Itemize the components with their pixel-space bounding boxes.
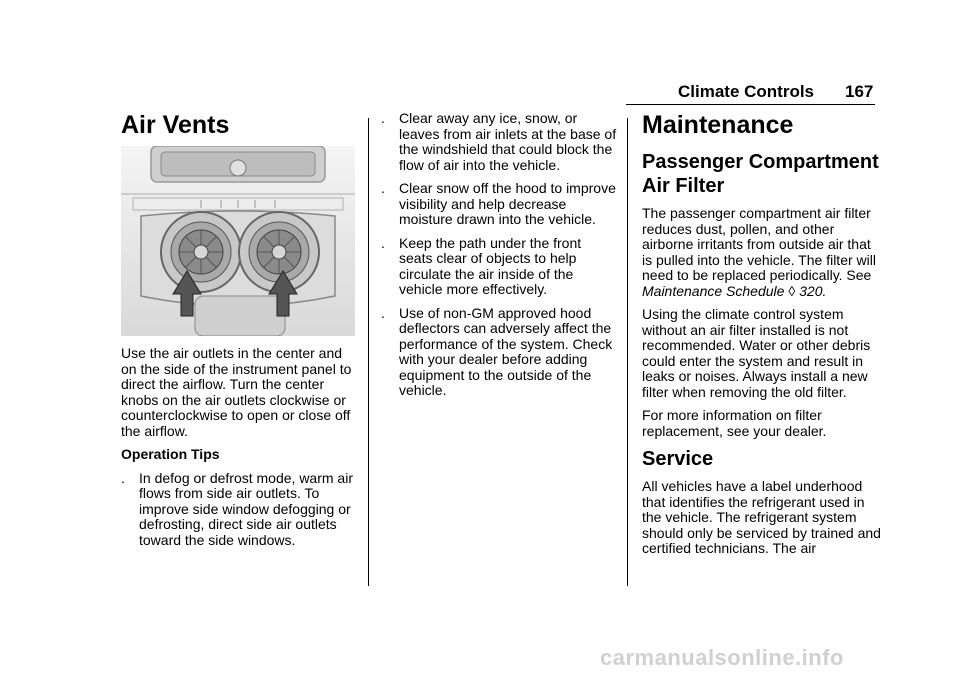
list-item-text: Clear away any ice, snow, or leaves from air inlets at the base of the windshield that could block the flow of air into the vehicle. xyxy=(399,110,617,173)
operation-tips-heading: Operation Tips xyxy=(121,446,220,462)
column-3 xyxy=(642,110,882,565)
column-2 xyxy=(381,111,617,407)
column-divider-2 xyxy=(627,118,628,586)
air-vents-paragraph: Use the air outlets in the center and on the side of the instrument panel to direct the airflow. Turn the center knobs on the air outlets clockwise or counterclockwise to open or close off the airflow. xyxy=(121,345,352,439)
bullet-marker: . xyxy=(381,304,385,321)
left-vent-icon xyxy=(161,212,241,292)
air-vents-illustration xyxy=(121,146,355,336)
air-vents-figure xyxy=(121,146,355,336)
list-item-text: In defog or defrost mode, warm air flows from side air outlets. To improve side window defogging or defrosting, direct side air outlets toward the side windows. xyxy=(139,469,353,548)
section-heading-air-vents: Air Vents xyxy=(121,111,230,139)
column-1 xyxy=(121,110,357,556)
subsection-heading-air-filter: Passenger Compartment Air Filter xyxy=(642,151,879,197)
list-item-text: Keep the path under the front seats clear of objects to help circulate the air inside of the vehicle more effectively. xyxy=(399,234,582,297)
list-item xyxy=(381,111,617,173)
reference-icon: ◊ xyxy=(788,282,796,299)
header-title: Climate Controls xyxy=(678,82,815,101)
page-reference[interactable]: 320 xyxy=(799,282,823,299)
filter-dealer-paragraph: For more information on filter replacement, see your dealer. xyxy=(642,407,827,439)
service-paragraph: All vehicles have a label underhood that identifies the refrigerant used in the vehicle. The refrigerant system should only be serviced by trained and certified technicians. The air xyxy=(642,478,881,556)
air-filter-text: The passenger compartment air filter reduces dust, pollen, and other airborne irritants from outside air that is pulled into the vehicle. The filter will need to be replaced periodically. See xyxy=(642,205,876,283)
page-number: 167 xyxy=(845,82,874,101)
section-heading-maintenance: Maintenance xyxy=(642,111,794,139)
maintenance-schedule-link[interactable]: Maintenance Schedule xyxy=(642,282,785,299)
bullet-marker: . xyxy=(121,469,125,486)
air-filter-paragraph xyxy=(642,206,882,299)
tips-list-continued xyxy=(381,111,617,399)
list-item xyxy=(121,471,357,549)
list-item xyxy=(381,181,617,228)
filter-warning-paragraph: Using the climate control system without an air filter installed is not recommended. Water or other debris could enter the system and result in leaks or noises. Always install a new filter when removing the old filter. xyxy=(642,306,871,400)
list-item-text: Use of non-GM approved hood deflectors can adversely affect the performance of the system. Check with your dealer before adding equipment to the outside of the vehicle. xyxy=(399,304,613,398)
watermark: carmanualsonline.info xyxy=(600,645,844,670)
list-item xyxy=(381,306,617,399)
list-item xyxy=(381,236,617,298)
subsection-heading-service: Service xyxy=(642,448,714,470)
bullet-marker: . xyxy=(381,110,385,126)
column-divider-1 xyxy=(368,118,369,586)
operation-tips-list xyxy=(121,471,357,549)
list-item-text: Clear snow off the hood to improve visibility and help decrease moisture drawn into the vehicle. xyxy=(399,180,616,227)
bullet-marker: . xyxy=(381,234,385,251)
period: . xyxy=(822,282,827,299)
bullet-marker: . xyxy=(381,180,385,196)
header-rule xyxy=(626,104,875,105)
